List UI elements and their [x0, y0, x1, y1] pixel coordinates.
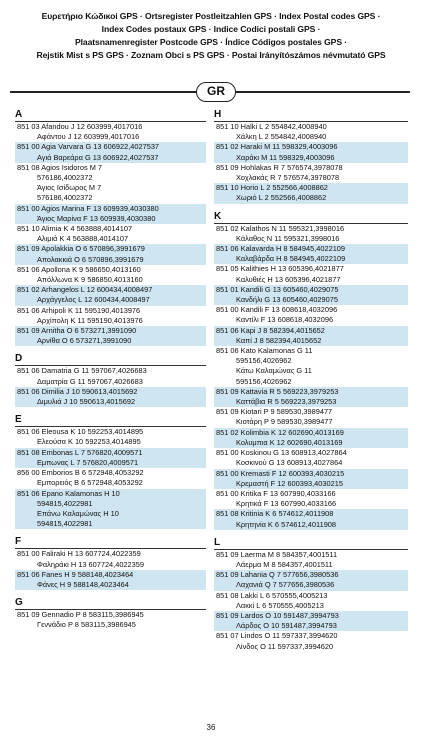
entry-sub: Κολυμπια K 12 602690,4013169 — [236, 437, 343, 447]
index-entry — [214, 122, 408, 142]
entry-sub: Αλιμιά K 4 563888,4014107 — [37, 234, 129, 244]
entry-main: 851 06 Kapi J 8 582394,4015652 — [216, 325, 325, 335]
entry-sub: Απολακκιά O 6 570896,3991679 — [37, 254, 144, 264]
header-line: Ευρετήριο Κώδικοί GPS · Ortsregister Postleitzahlen GPS · Index Postal codes GPS · — [41, 11, 381, 21]
entry-main: 856 00 Emborios B 6 572948,4053292 — [17, 468, 144, 478]
entry-sub: Εμπωνας L 7 576820,4009571 — [37, 457, 139, 467]
section-letter: D — [15, 352, 206, 366]
index-entry — [15, 427, 206, 447]
entry-main: 851 05 Kalithies H 13 605396,4021877 — [216, 264, 344, 274]
index-entry — [15, 122, 206, 142]
index-entry — [214, 489, 408, 509]
entry-sub: Γεννάδιο P 8 583115,3986945 — [37, 620, 136, 630]
index-entry — [214, 591, 408, 611]
entry-main: 851 02 Kolimbia K 12 602690,4013169 — [216, 427, 344, 437]
entry-main: 851 06 Eleousa K 10 592253,4014895 — [17, 427, 144, 437]
page-number: 36 — [206, 723, 216, 732]
index-entry — [15, 306, 206, 326]
index-entry — [214, 346, 408, 387]
entry-main: 851 10 Horio L 2 552566,4008862 — [216, 183, 328, 193]
entry-main: 851 06 Fanes H 9 588148,4023464 — [17, 569, 134, 579]
index-entry — [214, 264, 408, 284]
index-entry — [15, 285, 206, 305]
entry-sub: Κρεμαστή F 12 600393,4030215 — [236, 478, 343, 488]
index-entry — [214, 509, 408, 529]
entry-sub: 576186,4002372 — [37, 173, 93, 183]
index-entry — [15, 549, 206, 569]
section-letter: L — [214, 536, 408, 550]
entry-main: 851 06 Kalavarda H 8 584945,4022109 — [216, 244, 346, 254]
entry-sub: 576186,4002372 — [37, 193, 93, 203]
index-entry — [15, 489, 206, 530]
entry-main: 851 00 Agia Varvara G 13 606922,4027537 — [17, 142, 160, 152]
section-letter: K — [214, 210, 408, 224]
entry-sub: Λαχανιά Q 7 577656,3980536 — [236, 580, 335, 590]
entry-sub: 594815,4022981 — [37, 519, 93, 529]
entry-main: 851 02 Kalathos N 11 595321,3998016 — [216, 223, 345, 233]
entry-sub: Καντίλι F 13 608618,4032096 — [236, 315, 334, 325]
entry-sub: Φαληράκι H 13 607724,4022359 — [37, 559, 144, 569]
entry-sub: Αρνίθα O 6 573271,3991090 — [37, 336, 132, 346]
entry-main: 851 03 Afandou J 12 603999,4017016 — [17, 122, 143, 131]
entry-sub: Αρχάγγελος L 12 600434,4008497 — [37, 295, 150, 305]
index-entry — [214, 631, 408, 651]
entry-sub: Καλυθιές H 13 605396,4021877 — [236, 274, 341, 284]
entry-main: 851 10 Alimia K 4 563888,4014107 — [17, 224, 133, 234]
entry-main: 851 06 Damatria G 11 597067,4026683 — [17, 366, 147, 376]
index-entry — [214, 469, 408, 489]
index-entry — [15, 244, 206, 264]
entry-sub: Κιοτάρη P 9 589530,3989477 — [236, 417, 333, 427]
index-entry — [214, 448, 408, 468]
entry-sub: Λάερμα M 8 584357,4001511 — [236, 559, 333, 569]
entry-sub: Κρητικά F 13 607990,4033166 — [236, 499, 337, 509]
entry-main: 851 02 Arhangelos L 12 600434,4008497 — [17, 285, 153, 295]
entry-sub: Κανδήλι G 13 605460,4029075 — [236, 295, 338, 305]
index-entry — [15, 448, 206, 468]
entry-main: 851 09 Hohlakas R 7 576574,3978078 — [216, 162, 343, 172]
entry-main: 851 10 Halki L 2 554842,4008940 — [216, 122, 327, 131]
index-entry — [15, 142, 206, 162]
entry-main: 851 08 Lakki L 6 570555,4005213 — [216, 590, 328, 600]
entry-sub: Αγιά Βαρεάρα G 13 606922,4027537 — [37, 152, 159, 162]
entry-main: 851 06 Epano Kalamonas H 10 — [17, 488, 120, 498]
entry-sub: Καπί J 8 582394,4015652 — [236, 335, 322, 345]
entry-sub: Φάνες H 9 588148,4023464 — [37, 579, 129, 589]
header-line: Rejstik Mist s PS GPS · Zoznam Obci s PS GPS · Postai Irányítószámos névmutató GPS — [36, 50, 386, 60]
index-entry — [15, 366, 206, 386]
section-letter: F — [15, 535, 206, 549]
entry-sub: Λάρδος O 10 591487,3994793 — [236, 621, 337, 631]
entry-sub: Κάτω Καλαμώνας G 11 — [236, 366, 312, 376]
entry-main: 851 08 Embonas L 7 576820,4009571 — [17, 447, 143, 457]
entry-main: 851 00 Faliraki H 13 607724,4022359 — [17, 549, 141, 559]
entry-sub: Απόλλωνα K 9 586850,4013160 — [37, 275, 143, 285]
entry-sub: Καττάβια R 5 569223,3979253 — [236, 397, 337, 407]
entry-main: 851 09 Gennadio P 8 583115,3986945 — [17, 610, 144, 620]
entry-main: 851 00 Kritika F 13 607990,4033166 — [216, 488, 336, 498]
entry-sub: Καλαβάρδα H 8 584945,4022109 — [236, 254, 346, 264]
entry-sub: Κοσκινού G 13 608913,4027864 — [236, 458, 343, 468]
country-divider — [10, 82, 410, 102]
section-letter: A — [15, 108, 206, 122]
header-line: Index Codes postaux GPS · Indice Codici postali GPS · — [101, 24, 321, 34]
entry-main: 851 06 Kato Kalamonas G 11 — [216, 346, 313, 356]
entry-sub: Εμπορειός B 6 572948,4053292 — [37, 478, 143, 488]
entry-sub: 594815,4022981 — [37, 498, 93, 508]
index-entry — [214, 285, 408, 305]
index-entry — [214, 550, 408, 570]
entry-sub: 595156,4026962 — [236, 376, 292, 386]
country-code-badge: GR — [196, 82, 236, 102]
entry-sub: Δαματρία G 11 597067,4026683 — [37, 376, 143, 386]
entry-main: 851 00 Koskinou G 13 608913,4027864 — [216, 448, 347, 458]
index-entry — [15, 610, 206, 630]
index-entry — [15, 204, 206, 224]
index-header — [0, 10, 422, 62]
index-entry — [214, 387, 408, 407]
index-entry — [214, 326, 408, 346]
index-entry — [15, 468, 206, 488]
entry-sub: Επάνω Καλαμώνας H 10 — [37, 508, 119, 518]
index-entry — [214, 163, 408, 183]
entry-main: 851 01 Kandili G 13 605460,4029075 — [216, 284, 339, 294]
entry-main: 851 09 Apolakkia O 6 570896,3991679 — [17, 244, 145, 254]
index-entry — [214, 570, 408, 590]
entry-main: 851 06 Arhipoli K 11 595190,4013976 — [17, 305, 141, 315]
entry-main: 851 07 Lindos O 11 597337,3994620 — [216, 631, 338, 641]
entry-sub: Αφάντου J 12 603999,4017016 — [37, 132, 140, 142]
index-entry — [15, 570, 206, 590]
index-entry — [15, 326, 206, 346]
entry-main: 851 09 Arnitha O 6 573271,3991090 — [17, 326, 137, 336]
entry-sub: Αρχίπολη K 11 595190,4013976 — [37, 315, 143, 325]
entry-main: 851 06 Dimilia J 10 590613,4015692 — [17, 386, 138, 396]
entry-sub: Κρητηνία K 6 574612,4011908 — [236, 519, 337, 529]
entry-main: 851 09 Lardos O 10 591487,3994793 — [216, 610, 339, 620]
index-entry — [15, 163, 206, 204]
entry-main: 851 09 Kiotari P 9 589530,3989477 — [216, 407, 333, 417]
entry-sub: Άγιος Μαρίνα F 13 609939,4030380 — [37, 213, 156, 223]
index-entry — [214, 305, 408, 325]
entry-main: 851 09 Kattavia R 5 569223,3979253 — [216, 386, 339, 396]
entry-sub: Χοχλακάς R 7 576574,3978078 — [236, 173, 340, 183]
entry-main: 851 00 Agios Marina F 13 609939,4030380 — [17, 203, 159, 213]
section-letter: G — [15, 596, 206, 610]
entry-sub: Χωριό L 2 552566,4008862 — [236, 193, 327, 203]
entry-main: 851 02 Haraki M 11 598329,4003096 — [216, 142, 338, 152]
entry-sub: Άγιος Ισίδωρος M 7 — [37, 183, 102, 193]
index-entry — [15, 224, 206, 244]
index-entry — [214, 224, 408, 244]
entry-main: 851 00 Kandili F 13 608618,4032096 — [216, 305, 338, 315]
index-entry — [214, 428, 408, 448]
left-column — [15, 108, 206, 631]
index-entry — [15, 387, 206, 407]
entry-sub: Χαράκι M 11 598329,4003096 — [236, 152, 335, 162]
header-line: Plaatsnamenregister Postcode GPS · Índice Códigos postales GPS · — [74, 37, 348, 47]
entry-main: 851 08 Agios Isidoros M 7 — [17, 162, 103, 172]
entry-main: 851 00 Kremasti F 12 600393,4030215 — [216, 468, 345, 478]
index-entry — [214, 407, 408, 427]
entry-sub: Κάλαθος N 11 595321,3998016 — [236, 233, 340, 243]
index-entry — [15, 265, 206, 285]
right-column — [214, 108, 408, 652]
index-entry — [214, 244, 408, 264]
entry-main: 851 06 Apollona K 9 586650,4013160 — [17, 264, 141, 274]
entry-sub: Ελεούσα K 10 592253,4014895 — [37, 437, 141, 447]
section-letter: H — [214, 108, 408, 122]
entry-sub: Λίνδος O 11 597337,3994620 — [236, 641, 334, 651]
entry-main: 851 08 Kritinia K 6 574612,4011908 — [216, 509, 334, 519]
entry-sub: Χάλκη L 2 554842,4008940 — [236, 132, 327, 142]
section-letter: E — [15, 413, 206, 427]
entry-sub: Λακκί L 6 570555,4005213 — [236, 600, 324, 610]
entry-sub: Διμυλιά J 10 590613,4015692 — [37, 397, 136, 407]
entry-sub: 595156,4026962 — [236, 356, 292, 366]
entry-main: 851 09 Laerma M 8 584357,4001511 — [216, 549, 338, 559]
index-entry — [214, 611, 408, 631]
entry-main: 851 09 Lahania Q 7 577656,3980536 — [216, 570, 339, 580]
index-entry — [214, 183, 408, 203]
index-entry — [214, 142, 408, 162]
